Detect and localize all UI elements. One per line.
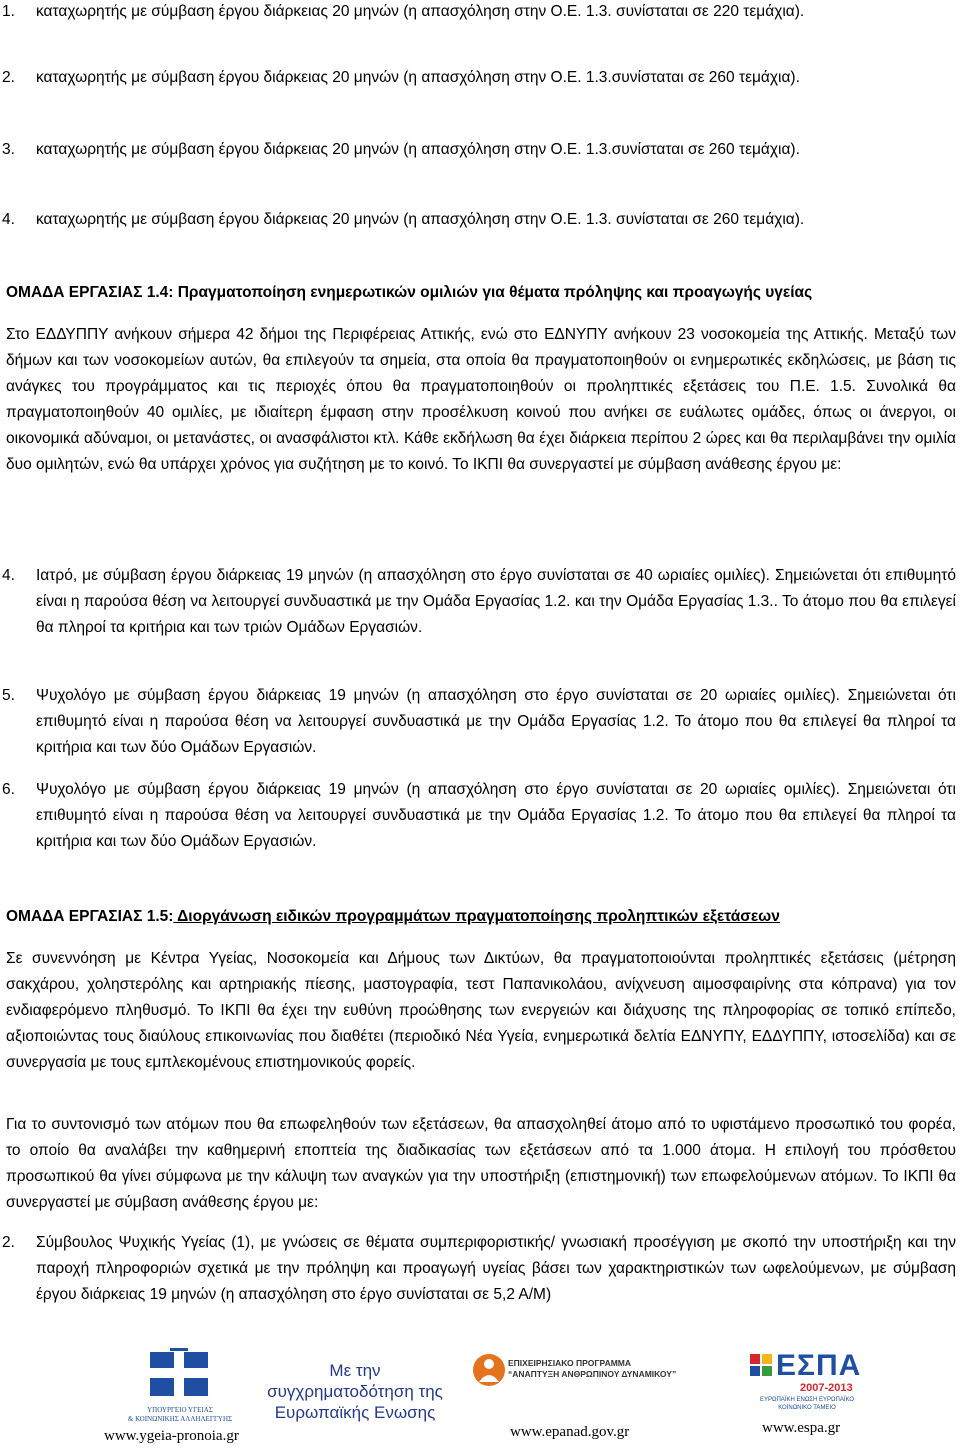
section-heading-title: Πραγματοποίηση ενημερωτικών ομιλιών για θέματα πρόληψης και προαγωγής υγείας: [173, 284, 813, 301]
list-item-text: καταχωρητής με σύμβαση έργου διάρκειας 20 μηνών (η απασχόληση στην Ο.Ε. 1.3. συνίσταται σε 220 τεμάχια).: [36, 3, 805, 20]
cofunding-text: Με την συγχρηματοδότηση της Ευρωπαϊκής Ενωσης: [267, 1361, 443, 1422]
epanad-logo-icon: [470, 1352, 508, 1388]
list-item-text: Ψυχολόγο με σύμβαση έργου διάρκειας 19 μηνών (η απασχόληση στο έργο συνίσταται σε 20 ωριαίες ομιλίες). Σημειώνεται ότι επιθυμητό είναι η παρούσα θέση να λειτουργεί συνδυαστικά με την Ομάδα Εργασίας 1.2. Το άτομο που θα επιλεγεί θα πληροί τα κριτήρια και των δύο Ομάδων Εργασιών.: [36, 781, 956, 850]
list-number: 1.: [2, 3, 15, 20]
section-paragraph: Για το συντονισμό των ατόμων που θα επωφεληθούν των εξετάσεων, θα απασχοληθεί άτομο από το υφιστάμενο προσωπικό του φορέα, το οποίο θα αναλάβει την καθημερινή εποπτεία της διαδικασίας των εξετάσεων από τα 1.000 άτομα. Η επιλογή του πρόσθετου προσωπικού θα γίνει σύμφωνα με την κάλυψη των αναγκών για την υποστήριξη (επιστημονική) των επωφελούμενων ατόμων. Το ΙΚΠΙ θα συνεργαστεί με σύμβαση ανάθεσης έργου με:: [6, 1116, 956, 1211]
list-item: [2, 0, 956, 25]
espa-logo-title: ΕΣΠΑ: [776, 1349, 862, 1382]
list-number: 2.: [2, 1234, 15, 1251]
epanad-logo-text: ΕΠΙΧΕΙΡΗΣΙΑΚΟ ΠΡΟΓΡΑΜΜΑ “ΑΝΑΠΤΥΞΗ ΑΝΘΡΩΠΙΝΟΥ ΔΥΝΑΜΙΚΟΥ”: [508, 1358, 677, 1379]
epanad-url-link[interactable]: www.epanad.gov.gr: [510, 1424, 630, 1440]
section-paragraph: Σε συνεννόηση με Κέντρα Υγείας, Νοσοκομεία και Δήμους των Δικτύων, θα πραγματοποιούνται προληπτικές εξετάσεις (μέτρηση σακχάρου, χοληστερόλης και αρτηριακής πίεσης, μαστογραφία, τεστ Παπανικολάου, ανίχνευση αιμοσφαιρίνης στα κόπρανα) για τον ενδιαφερόμενο πληθυσμό. Το ΙΚΠΙ θα έχει την ευθύνη προώθησης των ενεργειών και διάχυσης της πληροφορίας σε τοπικό επίπεδο, αξιοποιώντας τους διαύλους επικοινωνίας που διαθέτει (περιοδικό Νέα Υγεία, ενημερωτικά δελτία ΕΔΝΥΠΥ, ΕΔΔΥΠΠΥ, ιστοσελίδα) και σε συνεργασία με τους εμπλεκομένους επιστημονικούς φορείς.: [6, 950, 956, 1071]
footer: [0, 1340, 960, 1451]
list-item-text: Ιατρό, με σύμβαση έργου διάρκειας 19 μηνών (η απασχόληση στο έργο συνίσταται σε 40 ωριαίες ομιλίες). Σημειώνεται ότι επιθυμητό είναι η παρούσα θέση να λειτουργεί συνδυαστικά με την Ομάδα Εργασίας 1.2. και την Ομάδα Εργασίας 1.3.. Το άτομο που θα επιλεγεί θα πληροί τα κριτήρια και των τριών Ομάδων Εργασιών.: [36, 567, 956, 636]
list-item: [2, 1230, 956, 1308]
section-heading-prefix: ΟΜΑΔΑ ΕΡΓΑΣΙΑΣ 1.5:: [6, 908, 174, 925]
list-item-text: καταχωρητής με σύμβαση έργου διάρκειας 20 μηνών (η απασχόληση στην Ο.Ε. 1.3.συνίσταται σε 260 τεμάχια).: [36, 141, 800, 158]
list-number: 2.: [2, 69, 15, 86]
list-item: [2, 137, 956, 163]
section-heading-prefix: ΟΜΑΔΑ ΕΡΓΑΣΙΑΣ 1.4:: [6, 284, 174, 301]
espa-url-link[interactable]: www.espa.gr: [762, 1420, 841, 1436]
espa-logo-icon: [748, 1352, 774, 1392]
list-item: [2, 207, 956, 233]
section-paragraph: Στο ΕΔΔΥΠΠΥ ανήκουν σήμερα 42 δήμοι της Περιφέρειας Αττικής, ενώ στο ΕΔΝΥΠΥ ανήκουν 23 νοσοκομεία της Αττικής. Μεταξύ των δήμων και των νοσοκομείων αυτών, θα επιλεγούν τα σημεία, στα οποία θα πραγματοποιηθούν οι ενημερωτικές εκδηλώσεις, με βάση τις ανάγκες του προγράμματος και τις περιοχές όπου θα πραγματοποιηθούν οι προληπτικές εξετάσεις του Π.Ε. 1.5. Συνολικά θα πραγματοποιηθούν 40 ομιλίες, με ιδιαίτερη έμφαση στην προσέλκυση κοινού που ανήκει σε ευάλωτες ομάδες, όπως οι άνεργοι, οι οικονομικά αδύναμοι, οι μετανάστες, οι ανασφάλιστοι κτλ. Κάθε εκδήλωση θα έχει διάρκεια περίπου 2 ώρες και θα περιλαμβάνει την ομιλία δυο ομιλητών, ενώ θα υπάρχει χρόνος για συζήτηση με το κοινό. Το ΙΚΠΙ θα συνεργαστεί με σύμβαση ανάθεσης έργου με:: [6, 326, 956, 473]
list-number: 4.: [2, 567, 15, 584]
list-item: [2, 563, 956, 641]
list-item: [2, 777, 956, 855]
greek-flag-cross-icon: [142, 1348, 216, 1402]
list-item: [2, 683, 956, 761]
list-item-text: καταχωρητής με σύμβαση έργου διάρκειας 20 μηνών (η απασχόληση στην Ο.Ε. 1.3. συνίσταται σε 260 τεμάχια).: [36, 211, 805, 228]
section-heading-title: Διοργάνωση ειδικών προγραμμάτων πραγματοποίησης προληπτικών εξετάσεων: [173, 908, 780, 925]
ministry-url-link[interactable]: www.ygeia-pronoia.gr: [104, 1428, 239, 1444]
list-number: 6.: [2, 781, 15, 798]
list-item-text: Ψυχολόγο με σύμβαση έργου διάρκειας 19 μηνών (η απασχόληση στο έργο συνίσταται σε 20 ωριαίες ομιλίες). Σημειώνεται ότι επιθυμητό είναι η παρούσα θέση να λειτουργεί συνδυαστικά με την Ομάδα Εργασίας 1.2. Το άτομο που θα επιλεγεί θα πληροί τα κριτήρια και των δύο Ομάδων Εργασιών.: [36, 687, 956, 756]
list-item: [2, 65, 956, 91]
section-heading-1-4: [6, 280, 956, 306]
list-item-text: Σύμβουλος Ψυχικής Υγείας (1), με γνώσεις σε θέματα συμπεριφοριστικής/ γνωσιακή προσέγγιση με σκοπό την υποστήριξη και την παροχή πληροφοριών σχετικά με την πρόληψη και προαγωγή υγείας βάσει των χαρακτηριστικών των ωφελούμενων, με σύμβαση έργου διάρκειας 19 μηνών (η απασχόληση στο έργο συνίσταται σε 5,2 Α/Μ): [36, 1234, 956, 1303]
ministry-logo-text: ΥΠΟΥΡΓΕΙΟ ΥΓΕΙΑΣ & ΚΟΙΝΩΝΙΚΗΣ ΑΛΛΗΛΕΓΓΥΗΣ: [127, 1406, 233, 1423]
list-number: 4.: [2, 211, 15, 228]
section-heading-1-5: [6, 904, 956, 930]
list-item-text: καταχωρητής με σύμβαση έργου διάρκειας 20 μηνών (η απασχόληση στην Ο.Ε. 1.3.συνίσταται σε 260 τεμάχια).: [36, 69, 800, 86]
list-number: 3.: [2, 141, 15, 158]
espa-logo-years: 2007-2013: [800, 1382, 853, 1394]
list-number: 5.: [2, 687, 15, 704]
espa-logo-subtitle: ΕΥΡΩΠΑΪΚΗ ΕΝΩΣΗ ΕΥΡΩΠΑΪΚΟ ΚΟΙΝΩΝΙΚΟ ΤΑΜΕΙΟ: [759, 1397, 854, 1411]
